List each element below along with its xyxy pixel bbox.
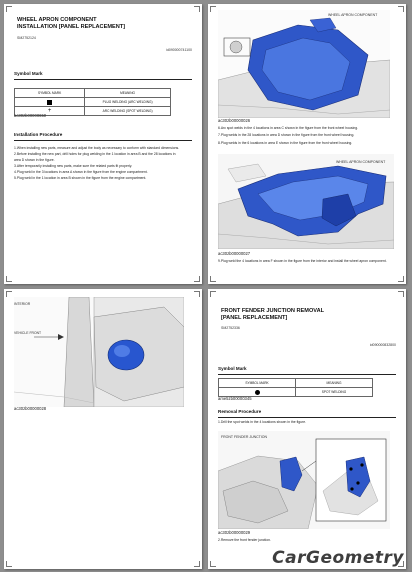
divider: [14, 79, 192, 80]
table-header: SYMBOL MARK: [15, 89, 85, 98]
spot-weld-dot-icon: [255, 390, 260, 395]
site-watermark-logo: CarGeometry: [272, 548, 404, 568]
procedure-steps: [14, 146, 182, 182]
fender-junction-figure: [218, 431, 390, 529]
procedure-heading: Installation Procedure: [14, 132, 63, 137]
step-text: 2.Remove the front fender junction.: [218, 538, 271, 542]
procedure-steps: [218, 259, 390, 264]
table-header-row: [219, 379, 373, 388]
interior-label: INTERIOR: [14, 302, 31, 306]
symbol-table: [218, 378, 373, 397]
crop-mark: [6, 561, 12, 567]
figure-code: ac30zb00000026: [218, 118, 251, 123]
meaning-cell: PLUG WELDING (ARC WELDING): [85, 98, 171, 107]
crop-mark: [6, 6, 12, 12]
step-text: 9.Plug weld the 4 locations in area F shown in the figure from the interior and install the wheel apron component.: [218, 259, 387, 263]
crop-mark: [194, 291, 200, 297]
figure-code: ac30zb00000650: [14, 113, 47, 118]
reference-id: id090000741100: [166, 48, 192, 52]
step-text: 2.Before installing the new part, drill holes for plug welding in the 1 location in area B and the 28 locations in area D shown in the figure.: [14, 152, 176, 162]
figure-code: ac30zb00000028: [14, 406, 47, 411]
plug-weld-square-icon: [47, 100, 52, 105]
crop-mark: [210, 276, 216, 282]
document-code: SM2752124: [17, 36, 36, 40]
table-header-row: [15, 89, 171, 98]
divider: [218, 417, 396, 418]
document-page-1: [4, 4, 202, 284]
interior-figure: [14, 297, 184, 407]
meaning-cell: ARC WELDING (SPOT WELDING): [85, 107, 171, 116]
crop-mark: [6, 276, 12, 282]
document-page-4: [208, 289, 406, 569]
document-page-3: [4, 289, 202, 569]
table-row: [15, 98, 171, 107]
crop-mark: [210, 561, 216, 567]
wheel-apron-illustration: [218, 154, 394, 249]
meaning-cell: SPOT WELDING: [296, 388, 373, 397]
step-text: 7.Plug welds in the 28 locations in area D shown in the figure from the front wheel housing.: [218, 133, 355, 138]
divider: [14, 140, 192, 141]
document-page-2: [208, 4, 406, 284]
wheel-apron-figure-1: [218, 10, 390, 118]
document-code: SM2752336: [221, 326, 240, 330]
wheel-apron-illustration: [218, 10, 390, 118]
symbol-table: [14, 88, 171, 116]
step-text: 3.After temporarily installing new parts, make sure the related parts fit properly.: [14, 163, 133, 168]
symbol-mark-heading: Symbol Mark: [218, 366, 247, 371]
figure-label: FRONT FENDER JUNCTION: [221, 435, 268, 439]
interior-illustration: [14, 297, 184, 407]
cross-mark-icon: +: [47, 107, 52, 114]
procedure-steps: [218, 420, 390, 425]
crop-mark: [194, 276, 200, 282]
crop-mark: [210, 291, 216, 297]
crop-mark: [210, 6, 216, 12]
fender-junction-illustration: [218, 431, 390, 529]
divider: [218, 374, 396, 375]
symbol-code: ame5zb00000345: [218, 396, 252, 401]
crop-mark: [194, 6, 200, 12]
crop-mark: [398, 276, 404, 282]
table-header: MEANING: [85, 89, 171, 98]
figure-code: ac30zb00000027: [218, 251, 251, 256]
step-text: 8.Plug welds in the 6 locations in area E shown in the figure from the front wheel housing.: [218, 140, 353, 145]
crop-mark: [6, 291, 12, 297]
step-text: 1.Drill the spot welds in the 4 locations shown in the figure.: [218, 420, 307, 424]
table-header: MEANING: [296, 379, 373, 388]
wheel-apron-figure-2: [218, 154, 394, 249]
step-text: 1.When installing new parts, measure and adjust the body as necessary to conform with standard dimensions.: [14, 146, 180, 150]
table-header: SYMBOL MARK: [219, 379, 296, 388]
step-text: 6.Arc spot welds in the 4 locations in area C shown in the figure from the front wheel housing.: [218, 126, 359, 130]
procedure-heading: Removal Procedure: [218, 409, 262, 414]
step-text: 5.Plug weld in the 1 location in area B shown in the figure from the engine compartment.: [14, 176, 147, 181]
procedure-steps: [218, 538, 390, 543]
figure-label: WHEEL APRON COMPONENT: [336, 160, 386, 164]
step-text: 4.Plug weld in the 3 locations in area A shown in the figure from the engine compartment.: [14, 170, 148, 175]
figure-code: ac30zb00000029: [218, 530, 251, 535]
reference-id: id090000832800: [369, 343, 396, 347]
figure-label: WHEEL APRON COMPONENT: [328, 13, 378, 17]
page-title: FRONT FENDER JUNCTION REMOVAL [PANEL REPLACEMENT]: [221, 308, 325, 322]
vehicle-front-label: VEHICLE FRONT: [14, 331, 42, 335]
symbol-mark-heading: Symbol Mark: [14, 71, 43, 76]
crop-mark: [398, 291, 404, 297]
crop-mark: [398, 6, 404, 12]
symbol-cell: [15, 98, 85, 107]
crop-mark: [194, 561, 200, 567]
page-title: WHEEL APRON COMPONENT INSTALLATION [PANEL REPLACEMENT]: [17, 17, 126, 31]
procedure-steps: [218, 126, 390, 146]
